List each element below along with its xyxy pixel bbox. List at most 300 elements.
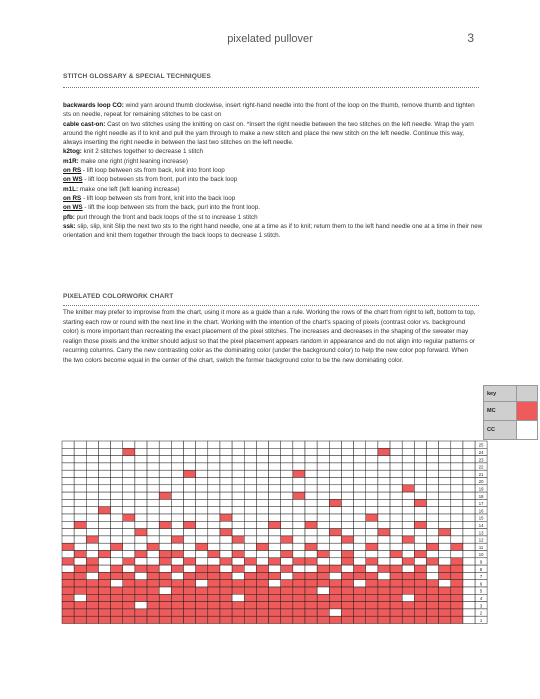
chart-cell-cc bbox=[305, 565, 317, 572]
chart-cell-cc bbox=[329, 609, 341, 616]
chart-cell-cc bbox=[378, 558, 390, 565]
chart-cell-cc bbox=[281, 529, 293, 536]
chart-cell-cc bbox=[232, 448, 244, 455]
chart-cell-cc bbox=[354, 485, 366, 492]
chart-cell-mc bbox=[98, 616, 110, 623]
chart-cell-mc bbox=[62, 616, 74, 623]
key-heading-blank bbox=[517, 386, 538, 402]
chart-cell-mc bbox=[196, 572, 208, 579]
chart-cell-cc bbox=[244, 499, 256, 506]
glossary-item bbox=[63, 213, 483, 222]
chart-cell-cc bbox=[62, 485, 74, 492]
chart-cell-cc bbox=[62, 470, 74, 477]
chart-cell-cc bbox=[354, 558, 366, 565]
chart-cell-mc bbox=[62, 602, 74, 609]
chart-cell-mc bbox=[244, 609, 256, 616]
chart-cell-mc bbox=[293, 594, 305, 601]
chart-cell-cc bbox=[463, 594, 475, 601]
chart-cell-cc bbox=[354, 580, 366, 587]
chart-cell-cc bbox=[281, 492, 293, 499]
chart-cell-cc bbox=[341, 543, 353, 550]
chart-cell-mc bbox=[208, 602, 220, 609]
chart-cell-cc bbox=[147, 521, 159, 528]
chart-cell-cc bbox=[281, 572, 293, 579]
chart-cell-cc bbox=[244, 536, 256, 543]
chart-cell-cc bbox=[111, 478, 123, 485]
chart-cell-cc bbox=[329, 441, 341, 448]
chart-cell-mc bbox=[74, 616, 86, 623]
chart-cell-cc bbox=[366, 448, 378, 455]
chart-cell-mc bbox=[74, 609, 86, 616]
chart-cell-cc bbox=[305, 514, 317, 521]
chart-cell-cc bbox=[62, 441, 74, 448]
chart-key bbox=[483, 385, 538, 440]
chart-cell-cc bbox=[135, 602, 147, 609]
glossary-item bbox=[63, 147, 483, 156]
chart-cell-cc bbox=[354, 448, 366, 455]
row-number: 6 bbox=[479, 581, 483, 587]
chart-cell-cc bbox=[220, 448, 232, 455]
chart-cell-mc bbox=[305, 587, 317, 594]
chart-cell-cc bbox=[256, 456, 268, 463]
chart-cell-cc bbox=[427, 529, 439, 536]
row-number: 10 bbox=[478, 552, 484, 558]
chart-cell-mc bbox=[62, 543, 74, 550]
chart-cell-mc bbox=[293, 572, 305, 579]
chart-cell-cc bbox=[317, 448, 329, 455]
chart-cell-cc bbox=[293, 463, 305, 470]
chart-cell-cc bbox=[111, 448, 123, 455]
chart-cell-cc bbox=[341, 521, 353, 528]
chart-cell-mc bbox=[427, 609, 439, 616]
chart-cell-mc bbox=[147, 602, 159, 609]
chart-cell-cc bbox=[293, 529, 305, 536]
chart-cell-mc bbox=[414, 616, 426, 623]
chart-cell-cc bbox=[135, 485, 147, 492]
chart-cell-cc bbox=[463, 529, 475, 536]
chart-cell-cc bbox=[184, 492, 196, 499]
chart-cell-mc bbox=[414, 580, 426, 587]
chart-cell-cc bbox=[256, 529, 268, 536]
chart-cell-mc bbox=[123, 594, 135, 601]
chart-cell-cc bbox=[329, 558, 341, 565]
chart-cell-cc bbox=[317, 478, 329, 485]
chart-cell-cc bbox=[220, 441, 232, 448]
chart-cell-cc bbox=[378, 514, 390, 521]
chart-cell-mc bbox=[244, 572, 256, 579]
chart-cell-cc bbox=[341, 456, 353, 463]
chart-cell-mc bbox=[402, 609, 414, 616]
chart-cell-mc bbox=[293, 616, 305, 623]
chart-cell-mc bbox=[281, 602, 293, 609]
chart-cell-cc bbox=[439, 463, 451, 470]
chart-cell-cc bbox=[184, 507, 196, 514]
chart-cell-mc bbox=[256, 609, 268, 616]
chart-cell-mc bbox=[451, 565, 463, 572]
chart-cell-mc bbox=[305, 558, 317, 565]
chart-cell-mc bbox=[159, 580, 171, 587]
chart-cell-mc bbox=[341, 558, 353, 565]
chart-cell-mc bbox=[269, 558, 281, 565]
chart-cell-cc bbox=[74, 470, 86, 477]
chart-cell-cc bbox=[402, 448, 414, 455]
colorwork-chart-grid bbox=[61, 440, 484, 624]
chart-cell-cc bbox=[451, 536, 463, 543]
chart-cell-mc bbox=[111, 609, 123, 616]
chart-cell-cc bbox=[86, 529, 98, 536]
chart-cell-mc bbox=[439, 572, 451, 579]
chart-cell-mc bbox=[98, 551, 110, 558]
chart-cell-mc bbox=[269, 616, 281, 623]
chart-cell-mc bbox=[244, 616, 256, 623]
chart-cell-mc bbox=[171, 587, 183, 594]
chart-cell-mc bbox=[86, 558, 98, 565]
chart-cell-cc bbox=[427, 492, 439, 499]
chart-cell-cc bbox=[329, 470, 341, 477]
chart-cell-mc bbox=[135, 529, 147, 536]
chart-cell-mc bbox=[378, 594, 390, 601]
chart-cell-mc bbox=[220, 529, 232, 536]
chart-cell-cc bbox=[427, 514, 439, 521]
chart-cell-cc bbox=[317, 485, 329, 492]
chart-cell-cc bbox=[86, 543, 98, 550]
chart-cell-cc bbox=[244, 441, 256, 448]
chart-cell-cc bbox=[123, 463, 135, 470]
chart-cell-mc bbox=[184, 594, 196, 601]
chart-cell-cc bbox=[293, 521, 305, 528]
chart-cell-mc bbox=[281, 536, 293, 543]
chart-cell-cc bbox=[427, 572, 439, 579]
chart-cell-cc bbox=[220, 456, 232, 463]
chart-cell-mc bbox=[111, 565, 123, 572]
chart-cell-mc bbox=[208, 594, 220, 601]
chart-cell-cc bbox=[123, 456, 135, 463]
glossary-definition: make one left (left leaning increase) bbox=[78, 185, 180, 193]
chart-cell-mc bbox=[451, 580, 463, 587]
chart-cell-mc bbox=[208, 609, 220, 616]
chart-cell-mc bbox=[256, 580, 268, 587]
chart-cell-cc bbox=[390, 485, 402, 492]
chart-cell-cc bbox=[439, 485, 451, 492]
chart-cell-mc bbox=[305, 616, 317, 623]
chart-cell-mc bbox=[366, 514, 378, 521]
chart-cell-cc bbox=[354, 441, 366, 448]
chart-cell-mc bbox=[220, 594, 232, 601]
chart-cell-cc bbox=[293, 551, 305, 558]
chart-cell-cc bbox=[317, 470, 329, 477]
chart-cell-cc bbox=[269, 492, 281, 499]
chart-cell-mc bbox=[390, 616, 402, 623]
chart-cell-cc bbox=[196, 485, 208, 492]
chart-cell-cc bbox=[427, 448, 439, 455]
row-number: 25 bbox=[478, 442, 484, 448]
chart-cell-cc bbox=[74, 492, 86, 499]
chart-cell-mc bbox=[439, 594, 451, 601]
chart-cell-mc bbox=[256, 565, 268, 572]
chart-cell-mc bbox=[171, 536, 183, 543]
chart-cell-cc bbox=[196, 463, 208, 470]
glossary-term: on WS bbox=[63, 204, 83, 212]
chart-cell-cc bbox=[232, 572, 244, 579]
chart-cell-mc bbox=[171, 609, 183, 616]
chart-cell-cc bbox=[196, 507, 208, 514]
chart-cell-cc bbox=[402, 499, 414, 506]
row-number: 22 bbox=[478, 464, 484, 470]
chart-cell-cc bbox=[135, 558, 147, 565]
chart-cell-cc bbox=[463, 543, 475, 550]
chart-cell-mc bbox=[427, 580, 439, 587]
chart-instructions: The knitter may prefer to improvise from the chart, using it more as a guide than a rule. Working the rows of the chart from right to left, bottom to top, starting each row or round with the next line in the chart. Working with the intention of the chart's spacing of pixels (contrast color vs. background color) is more important than recreating the exact placement of the pixel stitches. The increases and decreases in the shaping of the sweater may realign those pixels and the knitter should adjust so that the pixel placement appears random in appearance and do not align into regular patterns or recurring columns. Carry the new contrasting color as the dominating color (under the background color) to help the new color pop forward. When the two colors become equal in the center of the chart, switch the former background color to be the new dominating color. bbox=[63, 309, 476, 364]
chart-cell-cc bbox=[62, 507, 74, 514]
chart-cell-cc bbox=[451, 456, 463, 463]
chart-cell-cc bbox=[390, 514, 402, 521]
chart-cell-mc bbox=[135, 594, 147, 601]
chart-cell-mc bbox=[317, 609, 329, 616]
chart-cell-cc bbox=[341, 463, 353, 470]
chart-cell-cc bbox=[390, 478, 402, 485]
chart-cell-cc bbox=[171, 441, 183, 448]
chart-cell-cc bbox=[135, 543, 147, 550]
chart-cell-cc bbox=[378, 507, 390, 514]
chart-cell-cc bbox=[366, 565, 378, 572]
chart-cell-cc bbox=[305, 492, 317, 499]
chart-cell-mc bbox=[123, 587, 135, 594]
chart-divider bbox=[63, 305, 479, 306]
chart-cell-mc bbox=[232, 587, 244, 594]
chart-cell-mc bbox=[390, 551, 402, 558]
chart-cell-cc bbox=[329, 463, 341, 470]
chart-cell-cc bbox=[439, 580, 451, 587]
chart-cell-mc bbox=[293, 609, 305, 616]
glossary-term: m1L: bbox=[63, 185, 79, 193]
chart-cell-cc bbox=[220, 485, 232, 492]
chart-cell-mc bbox=[451, 543, 463, 550]
chart-cell-cc bbox=[208, 463, 220, 470]
chart-cell-cc bbox=[208, 558, 220, 565]
chart-cell-cc bbox=[329, 456, 341, 463]
chart-cell-cc bbox=[366, 478, 378, 485]
chart-cell-mc bbox=[62, 572, 74, 579]
chart-cell-mc bbox=[171, 602, 183, 609]
chart-cell-cc bbox=[256, 478, 268, 485]
chart-cell-cc bbox=[244, 463, 256, 470]
chart-cell-cc bbox=[256, 536, 268, 543]
chart-cell-mc bbox=[74, 602, 86, 609]
chart-cell-mc bbox=[159, 602, 171, 609]
chart-cell-cc bbox=[208, 507, 220, 514]
chart-cell-cc bbox=[463, 507, 475, 514]
chart-cell-cc bbox=[208, 543, 220, 550]
chart-cell-mc bbox=[62, 594, 74, 601]
chart-cell-cc bbox=[414, 463, 426, 470]
chart-cell-cc bbox=[390, 448, 402, 455]
chart-cell-cc bbox=[341, 441, 353, 448]
chart-cell-cc bbox=[317, 514, 329, 521]
chart-cell-cc bbox=[378, 478, 390, 485]
chart-cell-mc bbox=[159, 558, 171, 565]
chart-cell-mc bbox=[402, 580, 414, 587]
chart-cell-mc bbox=[366, 594, 378, 601]
chart-cell-cc bbox=[354, 492, 366, 499]
chart-cell-mc bbox=[402, 616, 414, 623]
chart-cell-cc bbox=[366, 456, 378, 463]
chart-cell-cc bbox=[111, 507, 123, 514]
chart-cell-cc bbox=[317, 492, 329, 499]
chart-cell-cc bbox=[220, 551, 232, 558]
chart-cell-cc bbox=[378, 470, 390, 477]
chart-cell-cc bbox=[62, 463, 74, 470]
chart-cell-cc bbox=[341, 448, 353, 455]
chart-cell-cc bbox=[123, 536, 135, 543]
chart-cell-mc bbox=[439, 609, 451, 616]
chart-cell-cc bbox=[111, 470, 123, 477]
chart-cell-mc bbox=[147, 580, 159, 587]
chart-cell-cc bbox=[281, 499, 293, 506]
chart-cell-cc bbox=[305, 499, 317, 506]
chart-cell-mc bbox=[414, 521, 426, 528]
chart-cell-cc bbox=[281, 441, 293, 448]
chart-cell-mc bbox=[329, 529, 341, 536]
chart-cell-cc bbox=[378, 572, 390, 579]
chart-cell-cc bbox=[439, 514, 451, 521]
chart-cell-cc bbox=[269, 499, 281, 506]
chart-cell-mc bbox=[184, 609, 196, 616]
chart-cell-cc bbox=[159, 565, 171, 572]
chart-cell-cc bbox=[451, 492, 463, 499]
chart-cell-mc bbox=[98, 507, 110, 514]
chart-cell-mc bbox=[427, 594, 439, 601]
chart-cell-mc bbox=[305, 521, 317, 528]
chart-cell-mc bbox=[293, 587, 305, 594]
chart-cell-mc bbox=[123, 572, 135, 579]
chart-cell-cc bbox=[390, 463, 402, 470]
glossary-definition: - lift loop between sts from front, knit into the back loop bbox=[81, 194, 236, 202]
chart-cell-mc bbox=[220, 587, 232, 594]
chart-cell-cc bbox=[135, 536, 147, 543]
chart-cell-mc bbox=[305, 602, 317, 609]
row-number: 17 bbox=[478, 501, 484, 507]
chart-cell-mc bbox=[184, 558, 196, 565]
chart-cell-cc bbox=[171, 478, 183, 485]
chart-cell-cc bbox=[256, 470, 268, 477]
glossary-item bbox=[63, 203, 483, 212]
chart-cell-cc bbox=[123, 565, 135, 572]
chart-cell-mc bbox=[390, 580, 402, 587]
chart-cell-mc bbox=[159, 616, 171, 623]
row-number: 9 bbox=[479, 559, 483, 565]
chart-cell-cc bbox=[62, 448, 74, 455]
glossary-item bbox=[63, 120, 483, 148]
chart-cell-mc bbox=[329, 499, 341, 506]
chart-cell-cc bbox=[135, 521, 147, 528]
chart-cell-cc bbox=[208, 485, 220, 492]
chart-cell-cc bbox=[135, 441, 147, 448]
chart-cell-cc bbox=[427, 551, 439, 558]
chart-cell-cc bbox=[256, 485, 268, 492]
chart-cell-mc bbox=[147, 609, 159, 616]
chart-cell-mc bbox=[269, 594, 281, 601]
chart-cell-mc bbox=[390, 602, 402, 609]
chart-cell-cc bbox=[463, 448, 475, 455]
chart-cell-cc bbox=[439, 492, 451, 499]
chart-cell-cc bbox=[390, 529, 402, 536]
chart-cell-mc bbox=[135, 616, 147, 623]
chart-cell-cc bbox=[220, 565, 232, 572]
chart-cell-cc bbox=[208, 470, 220, 477]
chart-cell-cc bbox=[390, 441, 402, 448]
chart-cell-cc bbox=[390, 456, 402, 463]
chart-cell-cc bbox=[244, 456, 256, 463]
chart-cell-mc bbox=[232, 580, 244, 587]
chart-cell-mc bbox=[366, 543, 378, 550]
glossary-term: on WS bbox=[63, 176, 83, 184]
chart-cell-mc bbox=[341, 594, 353, 601]
chart-cell-cc bbox=[159, 478, 171, 485]
chart-cell-cc bbox=[305, 478, 317, 485]
chart-cell-cc bbox=[378, 456, 390, 463]
chart-cell-cc bbox=[463, 580, 475, 587]
chart-cell-mc bbox=[147, 565, 159, 572]
chart-cell-mc bbox=[451, 602, 463, 609]
glossary-term: k2tog: bbox=[63, 148, 82, 156]
chart-cell-mc bbox=[220, 609, 232, 616]
chart-cell-cc bbox=[98, 456, 110, 463]
chart-cell-cc bbox=[196, 499, 208, 506]
chart-cell-cc bbox=[147, 551, 159, 558]
chart-cell-cc bbox=[463, 463, 475, 470]
chart-cell-cc bbox=[414, 529, 426, 536]
chart-cell-mc bbox=[86, 536, 98, 543]
chart-cell-cc bbox=[171, 558, 183, 565]
chart-cell-mc bbox=[317, 580, 329, 587]
chart-cell-mc bbox=[111, 543, 123, 550]
chart-cell-mc bbox=[74, 551, 86, 558]
chart-cell-cc bbox=[232, 514, 244, 521]
chart-cell-cc bbox=[341, 478, 353, 485]
chart-cell-cc bbox=[86, 514, 98, 521]
chart-cell-cc bbox=[463, 587, 475, 594]
row-number: 18 bbox=[478, 493, 484, 499]
chart-cell-cc bbox=[414, 456, 426, 463]
chart-cell-cc bbox=[98, 441, 110, 448]
chart-cell-mc bbox=[256, 572, 268, 579]
chart-cell-cc bbox=[86, 572, 98, 579]
chart-cell-cc bbox=[74, 507, 86, 514]
chart-cell-mc bbox=[220, 514, 232, 521]
chart-cell-cc bbox=[86, 499, 98, 506]
chart-cell-mc bbox=[354, 565, 366, 572]
chart-cell-mc bbox=[414, 602, 426, 609]
chart-cell-cc bbox=[111, 463, 123, 470]
chart-cell-cc bbox=[451, 441, 463, 448]
chart-cell-mc bbox=[439, 616, 451, 623]
chart-cell-mc bbox=[305, 543, 317, 550]
chart-cell-cc bbox=[390, 558, 402, 565]
chart-cell-cc bbox=[463, 485, 475, 492]
chart-cell-cc bbox=[378, 551, 390, 558]
chart-cell-cc bbox=[184, 499, 196, 506]
chart-cell-cc bbox=[341, 470, 353, 477]
chart-cell-cc bbox=[171, 521, 183, 528]
chart-cell-mc bbox=[366, 609, 378, 616]
chart-cell-cc bbox=[293, 478, 305, 485]
chart-cell-cc bbox=[427, 463, 439, 470]
chart-cell-mc bbox=[281, 551, 293, 558]
chart-cell-cc bbox=[208, 499, 220, 506]
chart-cell-cc bbox=[147, 463, 159, 470]
chart-cell-cc bbox=[220, 536, 232, 543]
chart-cell-cc bbox=[74, 543, 86, 550]
